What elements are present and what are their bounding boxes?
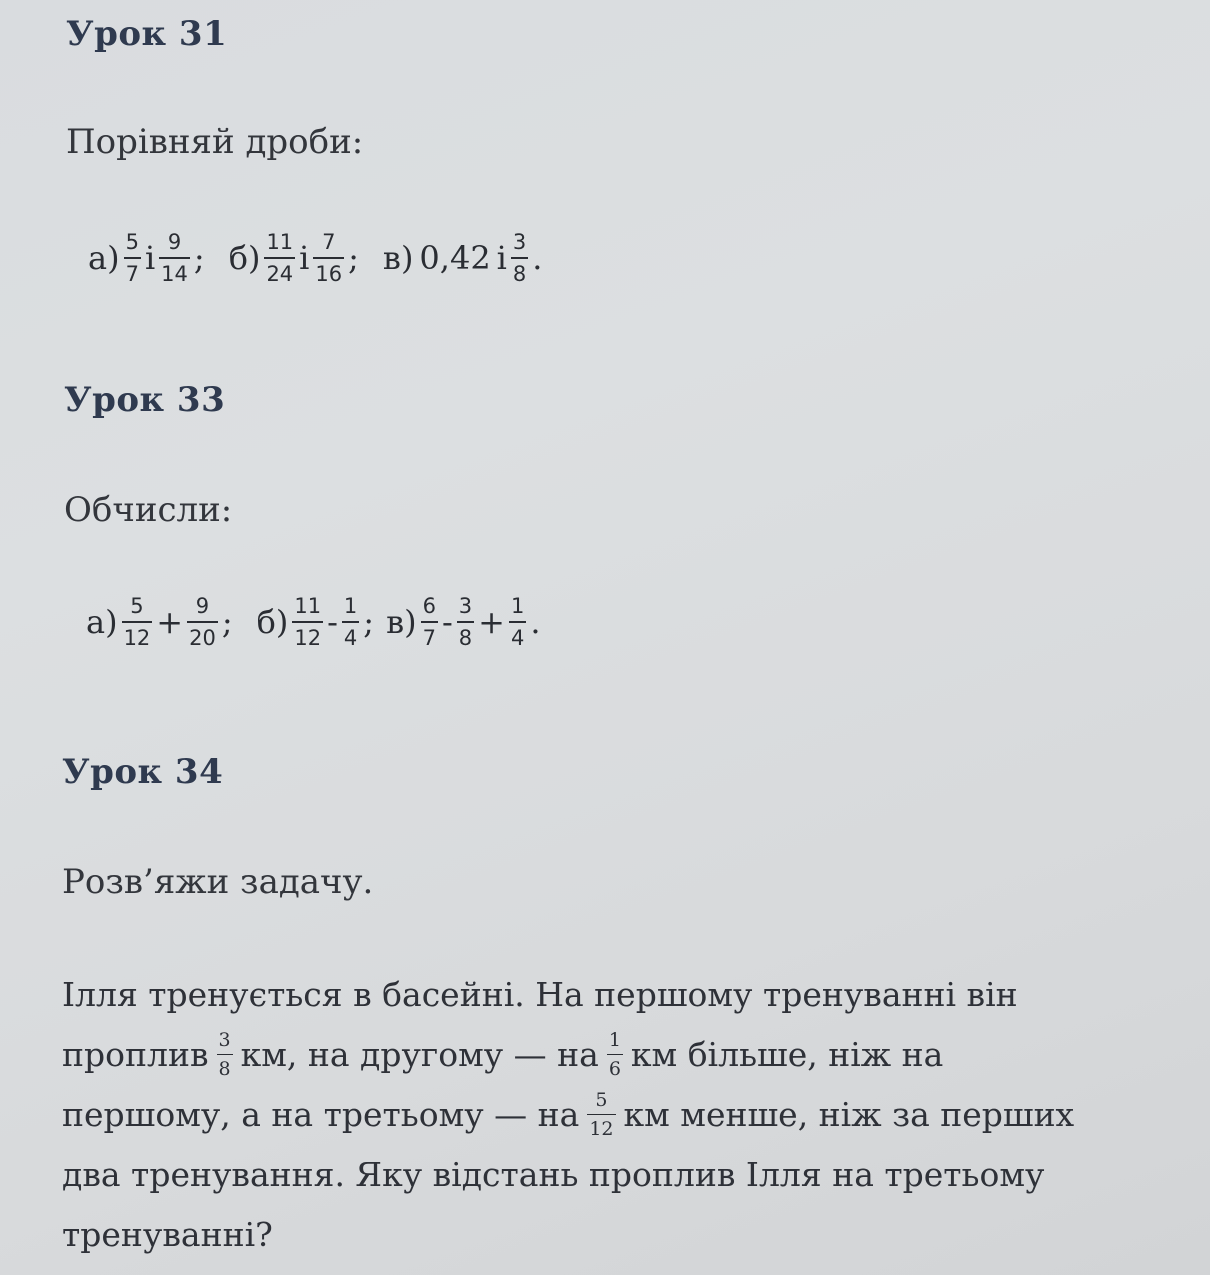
item-c-label: в) bbox=[382, 239, 414, 278]
operator: - bbox=[327, 603, 338, 642]
item-c-label: в) bbox=[386, 603, 417, 642]
separator: ; bbox=[193, 239, 205, 278]
decimal-value: 0,42 bbox=[419, 239, 491, 278]
fraction: $\frac{5}{12}$ bbox=[589, 1088, 614, 1141]
operator: + bbox=[478, 603, 505, 642]
lesson-33-exercise-row bbox=[86, 596, 541, 649]
separator: ; bbox=[221, 603, 233, 642]
item-a-label: а) bbox=[88, 239, 120, 278]
problem-line: проплив $\frac{3}{8}$ км, на другому — на $\frac{1}{6}$ км більше, ніж на bbox=[62, 1028, 944, 1081]
lesson-33-prompt: Обчисли: bbox=[64, 490, 233, 530]
separator: . bbox=[530, 603, 541, 642]
fraction: $\frac{9}{20}$ bbox=[189, 594, 216, 650]
fraction: $\frac{7}{16}$ bbox=[315, 230, 343, 286]
problem-line: два тренування. Яку відстань проплив Ілля на третьому bbox=[62, 1155, 1045, 1194]
lesson-31-prompt: Порівняй дроби: bbox=[66, 122, 364, 162]
fraction: $\frac{5}{7}$ bbox=[125, 230, 139, 286]
fraction: $\frac{1}{6}$ bbox=[608, 1028, 621, 1081]
fraction: $\frac{6}{7}$ bbox=[422, 594, 436, 650]
word-problem bbox=[62, 965, 1172, 1265]
operator: і bbox=[144, 239, 156, 278]
separator: . bbox=[532, 239, 543, 278]
fraction: $\frac{3}{8}$ bbox=[512, 230, 527, 286]
lesson-34-title: Урок 34 bbox=[62, 752, 224, 792]
problem-line: Ілля тренується в басейні. На першому тренуванні він bbox=[62, 975, 1018, 1014]
operator: і bbox=[299, 239, 310, 278]
fraction: $\frac{3}{8}$ bbox=[458, 594, 473, 650]
operator: - bbox=[441, 603, 453, 642]
item-a-label: а) bbox=[86, 603, 118, 642]
operator: + bbox=[156, 603, 184, 642]
fraction: $\frac{5}{12}$ bbox=[123, 594, 151, 650]
separator: ; bbox=[363, 603, 375, 642]
item-b-label: б) bbox=[256, 603, 289, 642]
fraction: $\frac{3}{8}$ bbox=[218, 1028, 231, 1081]
separator: ; bbox=[348, 239, 359, 278]
lesson-31-exercise-row bbox=[88, 232, 542, 285]
fraction: $\frac{11}{12}$ bbox=[294, 594, 322, 650]
lesson-31-title: Урок 31 bbox=[66, 14, 228, 54]
operator: і bbox=[496, 239, 507, 278]
fraction: $\frac{11}{24}$ bbox=[266, 230, 294, 286]
fraction: $\frac{9}{14}$ bbox=[161, 230, 188, 286]
problem-line: тренуванні? bbox=[62, 1215, 273, 1254]
fraction: $\frac{1}{4}$ bbox=[343, 594, 358, 650]
problem-line: першому, а на третьому — на $\frac{5}{12}$ км менше, ніж за перших bbox=[62, 1088, 1075, 1141]
item-b-label: б) bbox=[228, 239, 261, 278]
fraction: $\frac{1}{4}$ bbox=[510, 594, 525, 650]
lesson-34-prompt: Розв’яжи задачу. bbox=[62, 862, 374, 902]
lesson-33-title: Урок 33 bbox=[64, 380, 226, 420]
